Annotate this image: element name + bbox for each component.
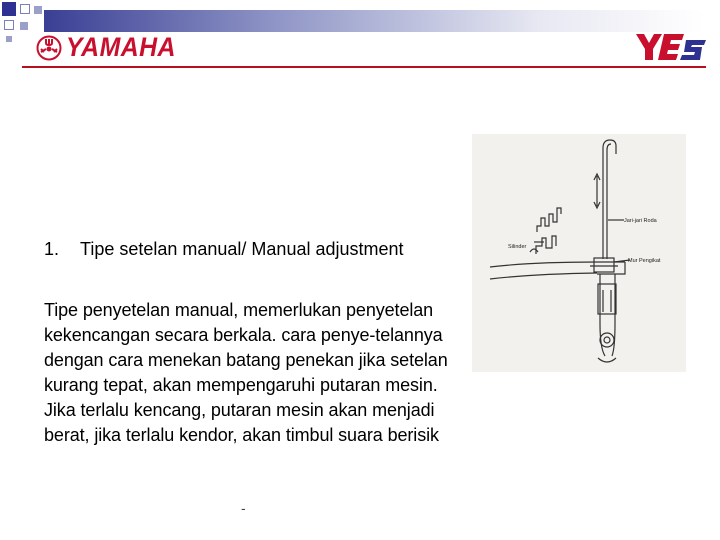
header-gradient-bar [44, 10, 704, 32]
label-cylinder: Silinder [508, 244, 527, 250]
section-number: 1. [44, 239, 60, 259]
adjuster-diagram-drawing [472, 134, 686, 372]
label-lock-nut: Mur Pengikat [628, 258, 661, 264]
yes-logo-graphic [634, 32, 708, 62]
yamaha-logo [36, 32, 186, 63]
brand-wordmark: YAMAHA [66, 32, 176, 62]
section-title: Tipe setelan manual/ Manual adjustment [80, 239, 404, 259]
adjuster-diagram [472, 134, 686, 372]
label-spring: Jari-jari Roda [624, 218, 657, 224]
yes-logo [634, 32, 708, 67]
tuning-fork-emblem-icon [36, 35, 62, 61]
footer-mark: - [241, 500, 246, 516]
header-divider-line [22, 66, 706, 68]
body-paragraph: Tipe penyetelan manual, memerlukan penyetelan kekencangan secara berkala. cara penye-telannya dengan cara menekan batang penekan jika setelan kurang tepat, akan mempengaruhi putaran mesin. Jika terlalu kencang, putaran mesin akan menjadi berat, jika terlalu kendor, akan timbul suara berisik [44, 300, 448, 445]
